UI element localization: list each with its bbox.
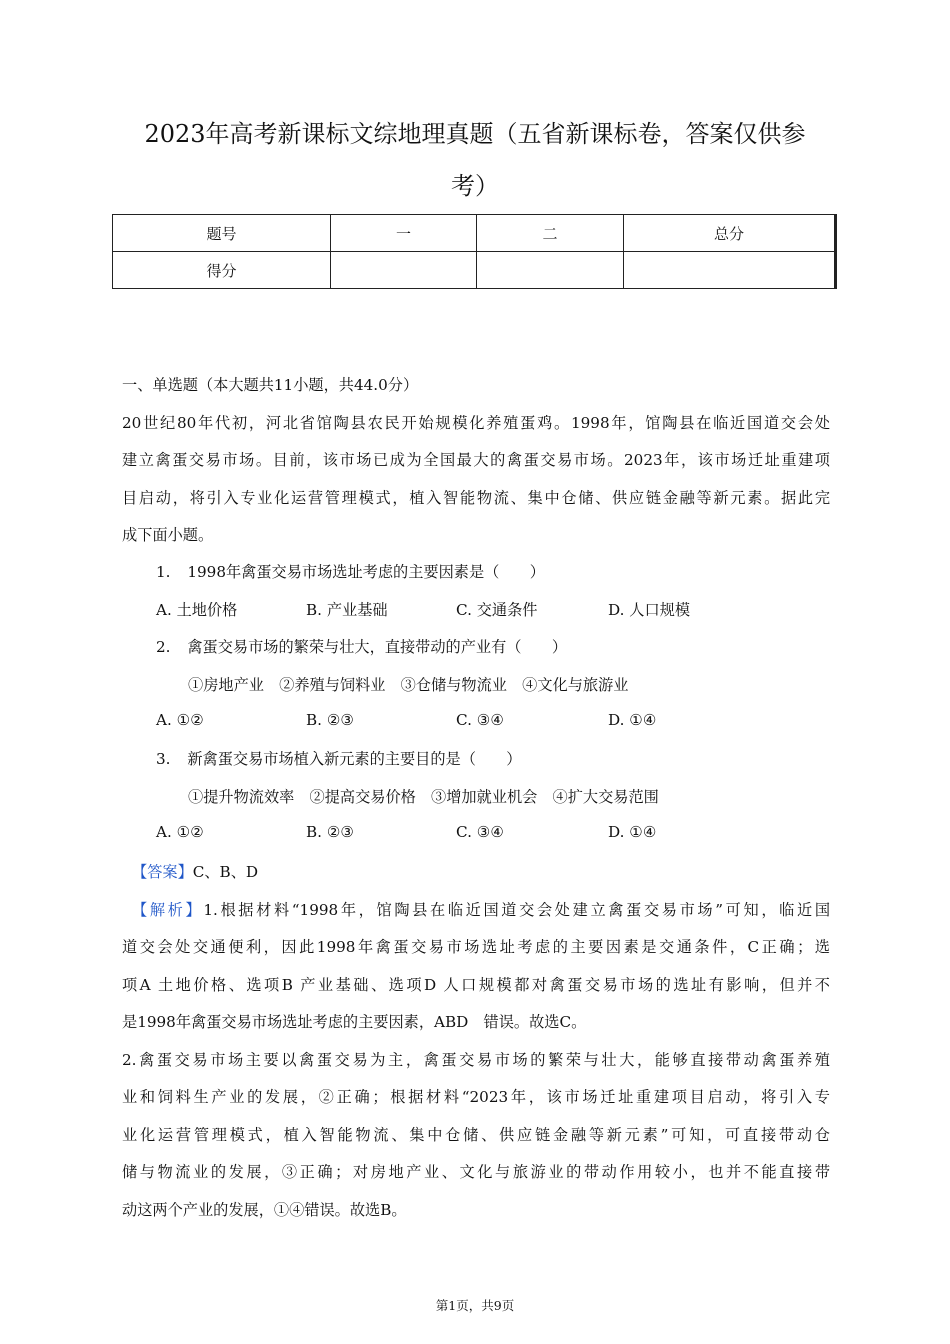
question-number: 1. [156,563,171,581]
passage-line: 目启动，将引入专业化运营管理模式，植入智能物流、集中仓储、供应链金融等新元素。据此完 [122,489,830,507]
option-c: C. 交通条件 [456,601,538,619]
title-line-2: 考） [451,172,499,200]
analysis-line: 业和饲料生产业的发展，②正确；根据材料“2023年，该市场迁址重建项目启动，将引入专 [122,1088,830,1106]
analysis-line: 项A 土地价格、选项B 产业基础、选项D 人口规模都对禽蛋交易市场的选址有影响，但并不 [122,976,830,994]
option-c: C. ③④ [456,823,504,841]
question-number: 3. [156,750,171,768]
option-a: A. ①② [156,711,204,729]
page-footer: 第1页，共9页 [435,1298,515,1313]
question-number: 2. [156,638,171,656]
score-table [112,214,837,289]
passage-line: 建立禽蛋交易市场。目前，该市场已成为全国最大的禽蛋交易市场。2023年，该市场迁址重建项 [122,451,830,469]
answer-tag: 【答案】 [132,863,193,881]
score-header-cell: 总分 [624,215,836,252]
passage-line: 20世纪80年代初，河北省馆陶县农民开始规模化养殖蛋鸡。1998年，馆陶县在临近国道交会处 [122,414,830,432]
title-line-1: 2023年高考新课标文综地理真题（五省新课标卷，答案仅供参 [144,120,806,148]
option-d: D. ①④ [608,823,657,841]
question-stem: 新禽蛋交易市场植入新元素的主要目的是（ ） [187,750,522,768]
option-d: D. 人口规模 [608,601,691,619]
option-b: B. 产业基础 [306,601,388,619]
section-heading: 一、单选题（本大题共11小题，共44.0分） [122,376,419,394]
question-stem: 禽蛋交易市场的繁荣与壮大，直接带动的产业有（ ） [187,638,568,656]
score-row-label: 得分 [113,252,331,289]
option-a: A. 土地价格 [156,601,238,619]
score-header-cell: 题号 [113,215,331,252]
question-statements: ①房地产业 ②养殖与饲料业 ③仓储与物流业 ④文化与旅游业 [188,676,629,694]
score-header-cell: 二 [477,215,624,252]
score-table-row [113,252,836,289]
question-statements: ①提升物流效率 ②提高交易价格 ③增加就业机会 ④扩大交易范围 [188,788,659,806]
analysis-line: 动这两个产业的发展，①④错误。故选B。 [122,1201,407,1219]
option-c: C. ③④ [456,711,504,729]
analysis-line: 业化运营管理模式，植入智能物流、集中仓储、供应链金融等新元素”可知，可直接带动仓 [122,1126,830,1144]
option-a: A. ①② [156,823,204,841]
answer-text: C、B、D [192,863,259,881]
question-2 [156,636,567,657]
option-b: B. ②③ [306,823,355,841]
document-title [100,112,850,208]
option-b: B. ②③ [306,711,355,729]
analysis-line: 是1998年禽蛋交易市场选址考虑的主要因素，ABD 错误。故选C。 [122,1013,587,1031]
score-table-header-row [113,215,836,252]
score-header-cell: 一 [331,215,477,252]
score-cell [624,252,836,289]
analysis-text: 1.根据材料“1998年，馆陶县在临近国道交会处建立禽蛋交易市场”可知，临近国 [203,901,831,919]
analysis-line: 道交会处交通便利，因此1998年禽蛋交易市场选址考虑的主要因素是交通条件，C正确；选 [122,938,830,956]
question-1 [156,561,545,582]
passage-line: 成下面小题。 [122,526,214,544]
score-cell [477,252,624,289]
answer-line [132,861,258,882]
analysis-line: 储与物流业的发展，③正确；对房地产业、文化与旅游业的带动作用较小，也并不能直接带 [122,1163,830,1181]
analysis-tag: 【解析】 [132,901,204,919]
option-d: D. ①④ [608,711,657,729]
question-stem: 1998年禽蛋交易市场选址考虑的主要因素是（ ） [187,563,545,581]
analysis-line-first [132,899,830,920]
analysis-line: 2.禽蛋交易市场主要以禽蛋交易为主，禽蛋交易市场的繁荣与壮大，能够直接带动禽蛋养殖 [122,1051,830,1069]
score-cell [331,252,477,289]
question-3 [156,748,521,769]
